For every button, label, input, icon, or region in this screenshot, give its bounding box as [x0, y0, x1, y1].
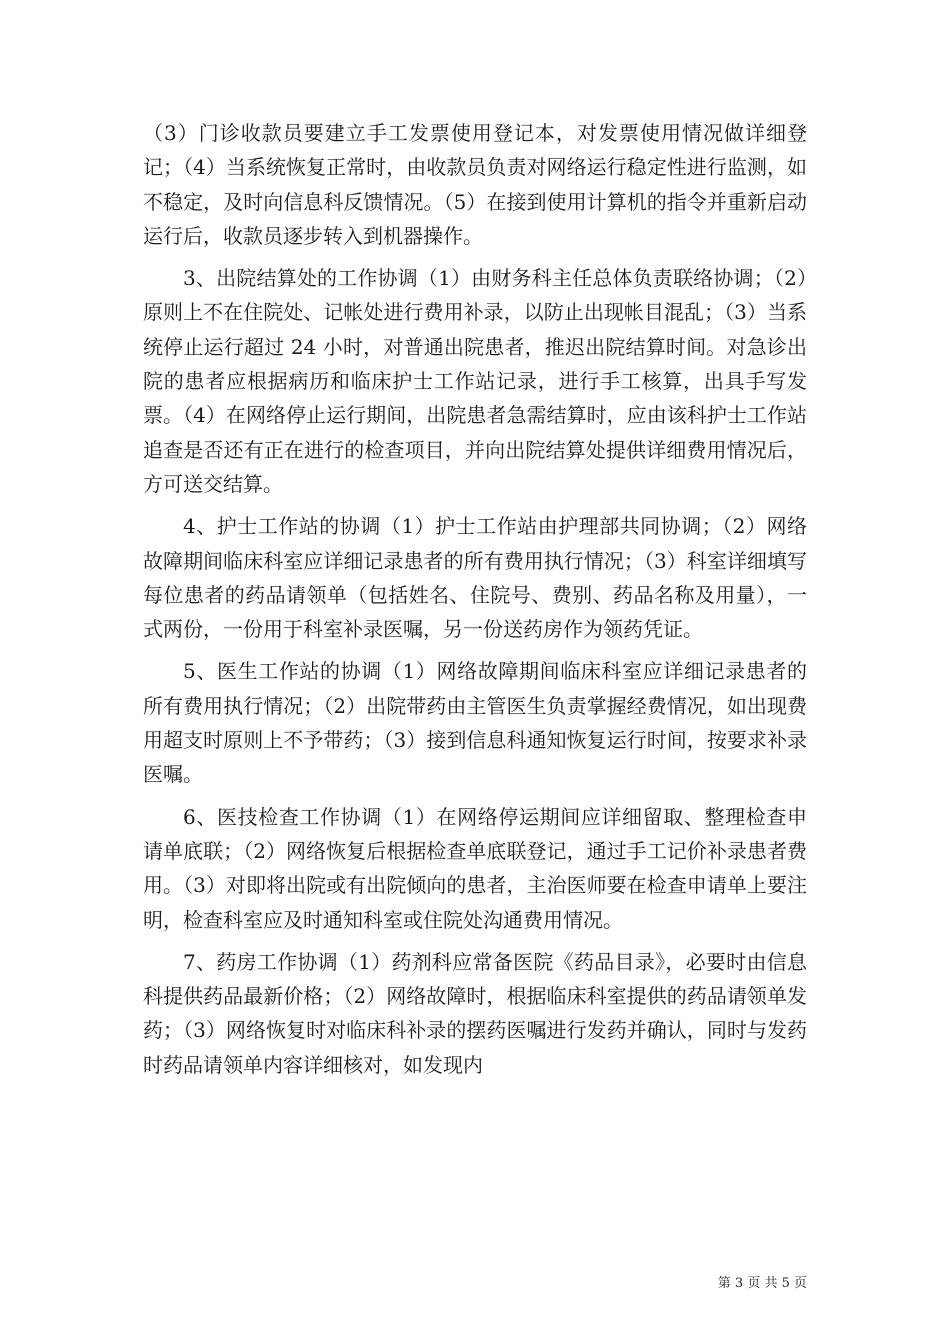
document-body [143, 116, 807, 1090]
paragraph-section-5: 5、医生工作站的协调（1）网络故障期间临床科室应详细记录患者的所有费用执行情况；（2）出院带药由主管医生负责掌握经费情况，如出现费用超支时原则上不予带药；（3）接到信息科通知恢复运行时间，按要求补录医嘱。 [143, 659, 807, 787]
paragraph-section-4: 4、护士工作站的协调（1）护士工作站由护理部共同协调；（2）网络故障期间临床科室应详细记录患者的所有费用执行情况；（3）科室详细填写每位患者的药品请领单（包括姓名、住院号、费别、药品名称及用量），一式两份，一份用于科室补录医嘱，另一份送药房作为领药凭证。 [143, 514, 807, 642]
paragraph-section-6: 6、医技检查工作协调（1）在网络停运期间应详细留取、整理检查申请单底联；（2）网络恢复后根据检查单底联登记，通过手工记价补录患者费用。（3）对即将出院或有出院倾向的患者，主治医师要在检查申请单上要注明，检查科室应及时通知科室或住院处沟通费用情况。 [143, 804, 807, 932]
paragraph-section-3: 3、出院结算处的工作协调（1）由财务科主任总体负责联络协调；（2）原则上不在住院处、记帐处进行费用补录，以防止出现帐目混乱；（3）当系统停止运行超过 24 小时，对普通出院患者，推迟出院结算时间。对急诊出院的患者应根据病历和临床护士工作站记录，进行手工核算，出具手写发票。（4）在网络停止运行期间，出院患者急需结算时，应由该科护士工作站追查是否还有正在进行的检查项目，并向出院结算处提供详细费用情况后，方可送交结算。 [143, 266, 807, 496]
page-number-footer: 第 3 页 共 5 页 [717, 1276, 807, 1291]
paragraph-section-7: 7、药房工作协调（1）药剂科应常备医院《药品目录》，必要时由信息科提供药品最新价格；（2）网络故障时，根据临床科室提供的药品请领单发药；（3）网络恢复时对临床科补录的摆药医嘱进行发药并确认，同时与发药时药品请领单内容详细核对，如发现内 [143, 949, 807, 1077]
paragraph-continuation: （3）门诊收款员要建立手工发票使用登记本，对发票使用情况做详细登记；（4）当系统恢复正常时，由收款员负责对网络运行稳定性进行监测，如不稳定，及时向信息科反馈情况。（5）在接到使用计算机的指令并重新启动运行后，收款员逐步转入到机器操作。 [143, 121, 807, 248]
